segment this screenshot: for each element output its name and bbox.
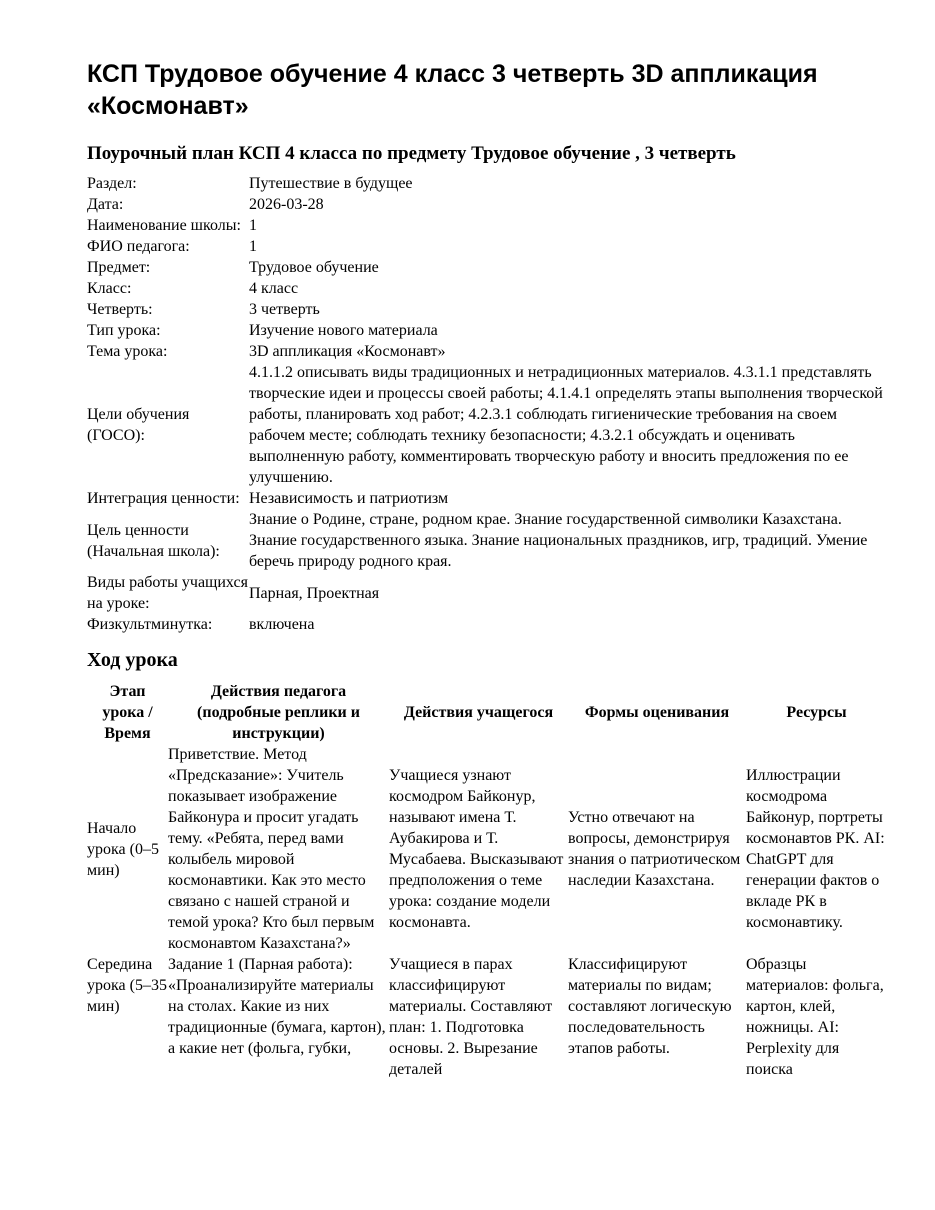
meta-value: 1 (249, 238, 257, 255)
assessment-cell: Устно отвечают на вопросы, демонстрируя знания о патриотическом наследии Казахстана. (568, 809, 741, 889)
meta-row-topic (87, 341, 887, 362)
meta-label: Тип урока: (87, 322, 161, 339)
meta-value: 4.1.1.2 описывать виды традиционных и нетрадиционных материалов. 4.3.1.1 представлять творческие идеи и процессы своей работы; 4.1.4.1 определять этапы выполнения творческой работы, планировать ход работ; 4.2.3.1 соблюдать гигиенические требования на своем рабочем месте; соблюдать технику безопасности; 4.3.2.1 обсуждать и оценивать выполненную работу, комментировать творческую работу и вносить предложения по ее улучшению. (249, 364, 883, 486)
stage-cell: Середина урока (5–35 мин) (87, 956, 167, 1015)
meta-value: 3 четверть (249, 301, 320, 318)
meta-label: Виды работы учащихся на уроке: (87, 574, 248, 612)
meta-row-teacher (87, 236, 887, 257)
meta-label: Раздел: (87, 175, 137, 192)
meta-value: 4 класс (249, 280, 299, 297)
meta-label: Наименование школы: (87, 217, 241, 234)
meta-label: Дата: (87, 196, 124, 213)
meta-value: 3D аппликация «Космонавт» (249, 343, 446, 360)
column-header-student-actions: Действия учащегося (403, 704, 554, 721)
meta-label: Четверть: (87, 301, 153, 318)
table-header-row (87, 681, 887, 744)
meta-value: Путешествие в будущее (249, 175, 413, 192)
stage-cell: Начало урока (0–5 мин) (87, 819, 159, 879)
resources-cell: Иллюстрации космодрома Байконур, портреты космонавтов РК. AI: ChatGPT для генерации фактов о вкладе РК в космонавтику. (746, 767, 885, 931)
meta-label: Предмет: (87, 259, 151, 276)
meta-value: включена (249, 616, 315, 633)
meta-label: ФИО педагога: (87, 238, 190, 255)
column-header-assessment: Формы оценивания (584, 704, 730, 721)
meta-label: Цель ценности (Начальная школа): (87, 521, 220, 560)
meta-row-physical-break (87, 614, 887, 635)
resources-cell: Образцы материалов: фольга, картон, клей, ножницы. AI: Perplexity для поиска (746, 956, 884, 1078)
meta-label: Цели обучения (ГОСО): (87, 406, 190, 444)
lesson-meta-table (87, 173, 887, 635)
meta-row-school (87, 215, 887, 236)
meta-row-quarter (87, 299, 887, 320)
meta-value: Трудовое обучение (249, 259, 379, 276)
meta-row-value-integration (87, 488, 887, 509)
student-actions-cell: Учащиеся узнают космодром Байконур, называют имена Т. Аубакирова и Т. Мусабаева. Высказывают предположения о теме урока: создание модели космонавта. (389, 767, 564, 931)
table-row (87, 744, 887, 954)
meta-row-date (87, 194, 887, 215)
column-header-resources: Ресурсы (786, 704, 847, 721)
table-row (87, 954, 887, 1080)
meta-value: Парная, Проектная (249, 584, 380, 602)
teacher-actions-cell: Приветствие. Метод «Предсказание»: Учитель показывает изображение Байконура и просит угадать тему. «Ребята, перед вами колыбель мировой космонавтики. Как это место связано с нашей страной и темой урока? Кто был первым космонавтом Казахстана?» (168, 746, 375, 952)
document-title: КСП Трудовое обучение 4 класс 3 четверть 3D аппликация «Космонавт» (87, 60, 818, 120)
column-header-stage: Этап урока / Время (102, 683, 153, 742)
teacher-actions-cell: Задание 1 (Парная работа): «Проанализируйте материалы на столах. Какие из них традиционные (бумага, картон), а какие нет (фольга, губки, (168, 956, 386, 1057)
meta-label: Тема урока: (87, 343, 168, 360)
meta-value: 2026-03-28 (249, 196, 324, 213)
meta-row-grade (87, 278, 887, 299)
meta-row-value-goal (87, 509, 887, 572)
column-header-teacher-actions: Действия педагога (подробные реплики и инструкции) (197, 683, 360, 742)
meta-label: Класс: (87, 280, 132, 297)
meta-value: Знание о Родине, стране, родном крае. Знание государственной символики Казахстана. Знание государственного языка. Знание национальных праздников, игр, традиций. Умение беречь природу родного края. (249, 511, 868, 570)
meta-value: 1 (249, 217, 257, 234)
meta-row-section (87, 173, 887, 194)
student-actions-cell: Учащиеся в парах классифицируют материалы. Составляют план: 1. Подготовка основы. 2. Вырезание деталей (389, 956, 553, 1078)
document-page (87, 58, 887, 1080)
meta-row-lesson-type (87, 320, 887, 341)
plan-subtitle: Поурочный план КСП 4 класса по предмету Трудовое обучение , 3 четверть (87, 143, 736, 164)
meta-row-work-types (87, 572, 887, 614)
meta-row-subject (87, 257, 887, 278)
lesson-progress-table (87, 681, 887, 1080)
meta-label: Интеграция ценности: (87, 490, 240, 507)
meta-label: Физкультминутка: (87, 616, 213, 633)
meta-row-learning-goals (87, 362, 887, 488)
meta-value: Изучение нового материала (249, 322, 438, 339)
lesson-progress-heading: Ход урока (87, 649, 178, 671)
meta-value: Независимость и патриотизм (249, 490, 449, 507)
assessment-cell: Классифицируют материалы по видам; составляют логическую последовательность этапов работы. (568, 956, 732, 1057)
